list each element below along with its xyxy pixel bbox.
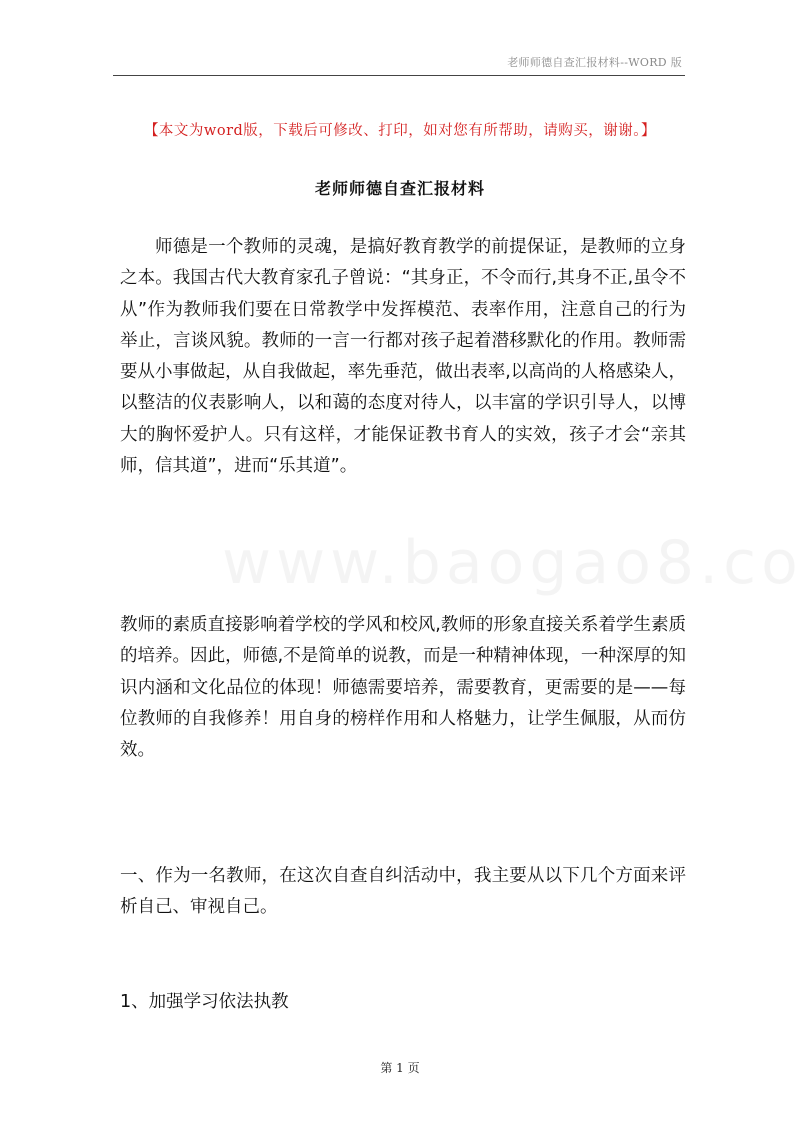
watermark <box>222 528 800 598</box>
paragraph-intro: 师德是一个教师的灵魂，是搞好教育教学的前提保证，是教师的立身之本。我国古代大教育家孔子曾说：“其身正，不令而行,其身不正,虽令不从”作为教师我们要在日常教学中发挥模范、表率作用，注意自己的行为举止，言谈风貌。教师的一言一行都对孩子起着潜移默化的作用。教师需要从小事做起，从自我做起，率先垂范，做出表率,以高尚的人格感染人，以整洁的仪表影响人，以和蔼的态度对待人，以丰富的学识引导人，以博大的胸怀爱护人。只有这样，才能保证教书育人的实效，孩子才会“亲其师，信其道”，进而“乐其道”。 <box>120 237 686 477</box>
download-notice: 【本文为word版，下载后可修改、打印，如对您有所帮助，请购买，谢谢。】 <box>143 123 657 139</box>
running-header: 老师师德自查汇报材料--WORD 版 <box>507 56 682 69</box>
paragraph-teacher-quality: 教师的素质直接影响着学校的学风和校风,教师的形象直接关系着学生素质的培养。因此，师德,不是简单的说教，而是一种精神体现，一种深厚的知识内涵和文化品位的体现！师德需要培养，需要教育，更需要的是——每位教师的自我修养！用自身的榜样作用和人格魅力，让学生佩服，从而仿效。 <box>120 615 686 761</box>
header-divider <box>113 75 685 76</box>
paragraph-section-one: 一、作为一名教师，在这次自查自纠活动中，我主要从以下几个方面来评析自己、审视自己。 <box>120 866 686 918</box>
subheading-study-law: 1、加强学习依法执教 <box>120 992 289 1012</box>
document-title: 老师师德自查汇报材料 <box>314 179 485 198</box>
page-number: 第 1 页 <box>380 1061 420 1075</box>
